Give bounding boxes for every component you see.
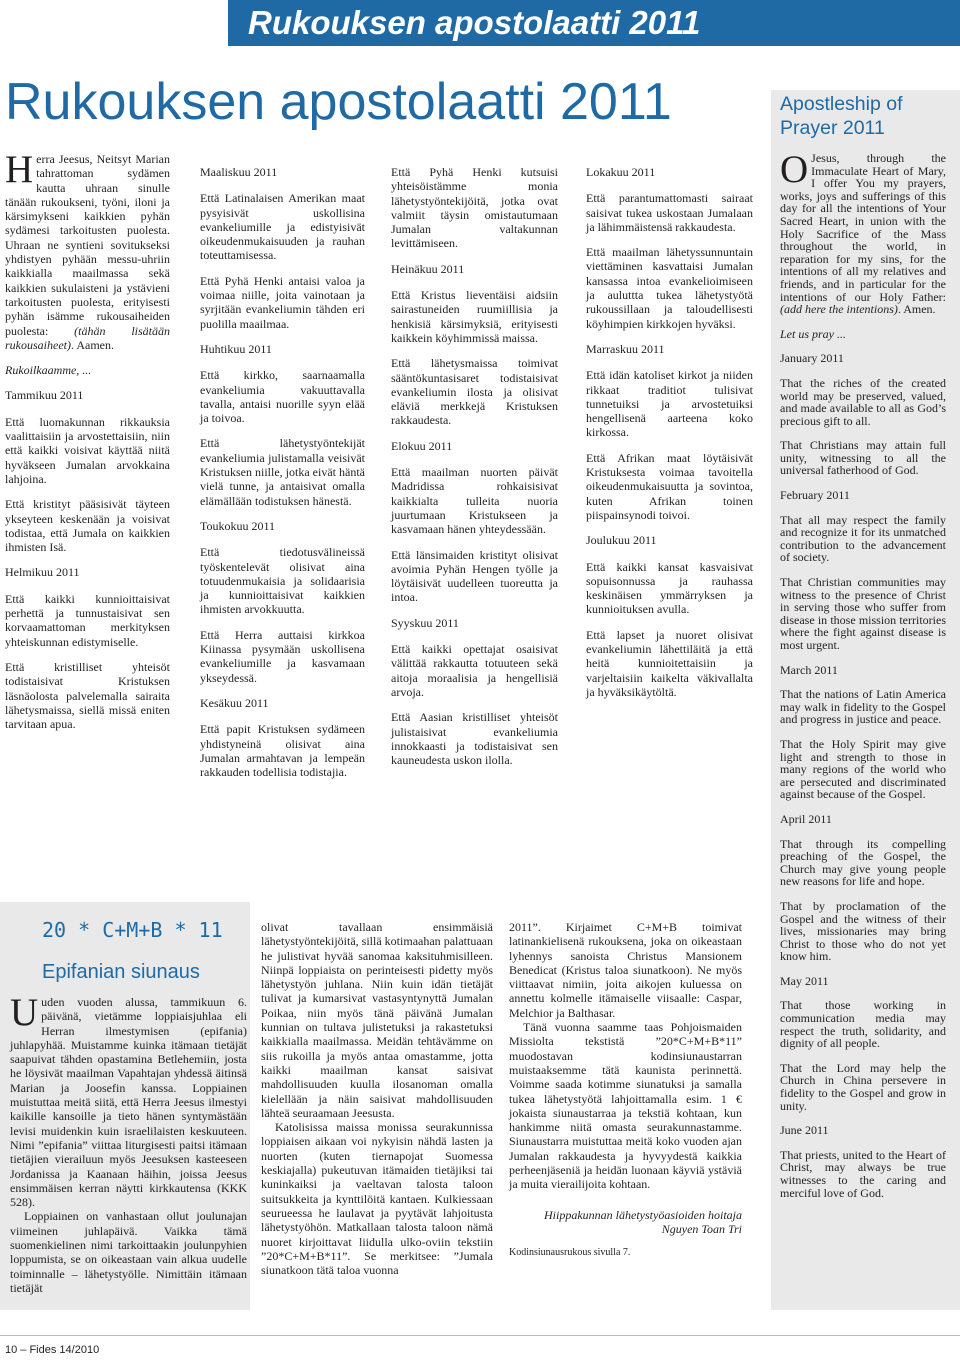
dropcap: U (10, 991, 39, 1034)
month-heading: April 2011 (780, 811, 832, 826)
banner-title: Rukouksen apostolaatti 2011 (248, 4, 701, 41)
intention: That all may respect the family and recognize it for its unmatched contribution to the advancement of society. (780, 512, 946, 565)
intention: That the Lord may help the Church in China persevere in fidelity to the Gospel and grow in unity. (780, 1060, 946, 1113)
intention: Että parantumattomasti sairaat saisivat tukea uskostaan Jumalaan ja lähimmäistensä rakkaudesta. (586, 191, 753, 234)
page-title: Rukouksen apostolaatti 2011 (5, 73, 672, 131)
intention: That the nations of Latin America may walk in fidelity to the Gospel and progress in justice and peace. (780, 687, 946, 727)
intention: Että kaikki kansat kasvaisivat sopuisonnussa ja rauhassa keskinäisen ymmärryksen ja kunnioituksen avulla. (586, 559, 753, 617)
let-us-pray: Let us pray ... (780, 326, 846, 341)
article-paragraph: Loppiainen on vanhastaan ollut joulunajan viimeinen juhlapäivä. Vaikka tämä suomenkielinen nimi tarkoittaakin joulunpyhien loppumista, se on oikeastaan vain alkua uudelle toiminnalle – lähetystyölle. Nimittäin itämaan tietäjät (10, 1209, 247, 1295)
english-sidebar (780, 148, 946, 1310)
month-heading: Tammikuu 2011 (5, 388, 84, 403)
column-4 (586, 165, 753, 710)
intention: Että lähetystyöntekijät evankeliumia julistamalla veisivät Kristuksen niille, jotka eivät häntä vielä tunne, ja antaisivat omalla elämällään todistuksen hänestä. (200, 436, 365, 508)
intention: That by proclamation of the Gospel and the witness of their lives, missionaries may bring Christ to those who do not yet know him. (780, 898, 946, 964)
top-banner (228, 0, 960, 46)
finnish-morning-offering: Herra Jeesus, Neitsyt Marian tahrattoman sydämen kautta uhraan sinulle tänään rukoukseni, työni, iloni ja kärsimykseni kaikkien pyhän sydämesi tarkoitusten puolesta. Uhraan ne syntieni sovitukseksi yhdistyen pyhään messu-uhriin kaikkialla maailmassa sekä kaikkien sukulaisteni ja ystävieni tarkoitusten puolesta, erityisesti pyhän isämme rukousaiheiden puolesta: (tähän lisätään rukousaiheet). Aamen. (5, 148, 170, 352)
month-heading: Toukokuu 2011 (200, 518, 276, 533)
month-heading: February 2011 (780, 488, 850, 503)
intention: That Christians may attain full unity, witnessing to all the universal fatherhood of God. (780, 438, 946, 478)
month-heading: May 2011 (780, 973, 829, 988)
month-heading: Elokuu 2011 (391, 438, 453, 453)
intention: Että maailman lähetyssunnuntain viettäminen kasvattaisi Jumalan kansassa intoa evankelioimiseen ja auluttta tukea lähetystyötä rukoussillaan ja taloudellisesti köyhimpien kirkkojen hyväksi. (586, 245, 753, 331)
epiphany-column-2 (261, 920, 493, 1277)
epiphany-code-heading: 20 * C+M+B * 11 (42, 918, 223, 942)
intention: Että Aasian kristilliset yhteisöt julistaisivat evankeliumia innokkaasti ja todistaisivat sen kauneudesta uskon ilolla. (391, 710, 558, 768)
dropcap: O (780, 148, 809, 191)
intention: Että kaikki opettajat osaisivat välittää rakkautta totuuteen sekä aitoja moraalisia ja hengellisiä arvoja. (391, 642, 558, 699)
month-heading: Marraskuu 2011 (586, 341, 665, 356)
intention: Että Pyhä Henki kutsuisi yhteisöistämme monia lähetystyöntekijöitä, jotka ovat valmiit täysin omistautumaan Jumalan valtakunnan levittämiseen. (391, 165, 558, 251)
intention: Että Afrikan maat löytäisivät Kristuksesta voimaa tavoitella oikeudenmukaisuutta ja sovintoa, kuten Afrikan toinen piispainsynodi toivoi. (586, 450, 753, 522)
footer-divider (0, 1335, 960, 1336)
article-paragraph: 2011”. Kirjaimet C+M+B toimivat latinankielisenä rukouksena, joka on oikeastaan lyhennys sanoista Christus Mansionem Benedicat (Kristus taloa siunatkoon). Ne myös viittaavat nimiin, joita aikojen kuluessa on annettu kolmelle itämaiselle viisaalle: Caspar, Melchior ja Balthasar. (509, 920, 742, 1020)
intention: Että länsimaiden kristityt olisivat avoimia Pyhän Hengen työlle ja löytäisivät uudelleen tuoreutta ja intoa. (391, 547, 558, 605)
english-morning-offering: O Jesus, through the Immaculate Heart of Mary, I offer You my prayers, works, joys and sufferings of this day for all the intentions of Your Sacred Heart, in union with the Holy Sacrifice of the Mass throughout the world, in reparation for my sins, for the intentions of all my relatives and friends, and in particular for the intentions of our Holy Father: (add here the intentions). Amen. (780, 148, 946, 317)
month-heading: Huhtikuu 2011 (200, 341, 272, 356)
month-heading: Syyskuu 2011 (391, 615, 459, 630)
intention: Että luomakunnan rikkauksia vaalittaisiin ja arvostettaisiin, niin että kaikki voisivat käyttää niitä hyväkseen Jumalan arvokkaina lahjoina. (5, 414, 170, 486)
column-2 (200, 165, 365, 790)
article-paragraph: Katolisissa maissa monissa seurakunnissa loppiaisen aikaan voi nykyisin nähdä lasten ja nuorten (kuten tiernapojat Suomessa keskiajalla) pukeutuvan itämaiden tietäjiksi tai kuninkaiksi ja vaeltavan talosta taloon suitsukkeita ja kynttilöitä kantaen. Kulkiessaan seurueessa he laulavat ja pyytävät lahjoitusta lähetystyöhön. Matkallaan talosta taloon nämä nuoret kirjoittavat liidulla ulko-oviin tekstiin ”20*C+M+B*11”. Se merkitsee: ”Jumala siunatkoon tätä taloa vuonna (261, 1120, 493, 1278)
intention: Että Pyhä Henki antaisi valoa ja voimaa niille, joita vainotaan ja syrjitään evankeliumin tähden eri puolilla maailmaa. (200, 273, 365, 331)
month-heading: Kesäkuu 2011 (200, 695, 269, 710)
intention: Että tiedotusvälineissä työskentelevät olisivat aina totuudenmukaisia ja solidaarisia ja kunnioittaisivat kaikkien ihmisten arvokkuutta. (200, 545, 365, 617)
month-heading: June 2011 (780, 1123, 829, 1138)
dropcap: H (5, 148, 34, 191)
month-heading: March 2011 (780, 662, 838, 677)
intention: Että kaikki kunnioittaisivat perhettä ja tunnustaisivat sen korvaamattoman merkityksen yhteiskunnan edistymiselle. (5, 591, 170, 649)
note: Kodinsiunausrukous sivulla 7. (509, 1247, 631, 1259)
month-heading: Helmikuu 2011 (5, 565, 80, 580)
intention: Että maailman nuorten päivät Madridissa rohkaisisivat kaikkialta tulleita nuoria juurtumaan Kristukseen ja kasvamaan hänen yhteydessään. (391, 465, 558, 537)
signature: Hiippakunnan lähetystyöasioiden hoitaja Nguyen Toan Tri (544, 1207, 742, 1236)
intention: That through its compelling preaching of the Gospel, the Church may give young people new reasons for life and hope. (780, 836, 946, 889)
article-paragraph: olivat tavallaan ensimmäisiä lähetystyöntekijöitä, sillä kotimaahan palattuaan he julistivat hyvää sanomaa kaksituhmisilleen. Niinpä loppiaista on perinteisesti pidetty myös lähetystyön juhlana. Niin kuin idän tietäjät tulivat ja kumarsivat vastasyntynyttä Jumalan Poikaa, niin myös tänä päivänä Jumalan kunnian on tultava julistetuksi ja rakastetuksi kaikkialla maailmassa. Meidän tehtävämme on siis rukoilla ja myös antaa omastamme, jotta kaikki maailman kansat saisivat mahdollisuuden kuulla ilosanoman omalla kielellään ja näin saisivat mahdollisuuden lähteä seuraamaan Jeesusta. (261, 920, 493, 1120)
article-paragraph: Uuden vuoden alussa, tammikuun 6. päivänä, vietämme loppiaisjuhlaa eli Herran ilmestymisen (epifania) juhlapyhää. Muistamme kuinka itämaan tietäjät saapuivat tähden opastamina Betlehemiin, josta he löysivät maailman Vapahtajan yhdessä äitinsä Marian ja Joosefin kanssa. Loppiainen muistuttaa meitä siitä, että Herra Jeesus ilmestyi kaikille kansoille ja tieto hänen syntymästään levisi muidenkin kuin israelilaisten keskuuteen. Nimi ”epifania” viittaa liturgisesti paitsi itämaan tietäjien vierailuun myös Jeesuksen kasteeseen Jordanissa ja Kaanaan häihin, joissa Jeesus ensimmäisen kerran näytti kirkkautensa (KKK 528). (10, 991, 247, 1210)
intention: Että kristityt pääsisivät täyteen ykseyteen keskenään ja voisivat todistaa, että Jumala on kaikkien ihmisten Isä. (5, 497, 170, 555)
intention: That priests, united to the Heart of Christ, may always be true witnesses to the caring and merciful love of God. (780, 1147, 946, 1200)
intention: Että kirkko, saarnaamalla evankeliumia vakuuttavalla tavalla, antaisi nuorille syyn elää ja toivoa. (200, 368, 365, 426)
month-heading: Joulukuu 2011 (586, 533, 657, 548)
month-heading: Heinäkuu 2011 (391, 261, 465, 276)
month-heading: Maaliskuu 2011 (200, 165, 278, 179)
intention: Että lähetysmaissa toimivat sääntökuntasisaret todistaisivat evankeliumin ilosta ja olisivat eläviä merkkejä Kristuksen rakkaudesta. (391, 356, 558, 428)
intention: Että idän katoliset kirkot ja niiden rikkaat traditiot tulisivat tunnetuiksi ja arvostetuiksi hengellisenä aarteena koko kirkossa. (586, 368, 753, 440)
intention: Että Kristus lieventäisi aidsiin sairastuneiden ruumiillisia ja henkisiä kärsimyksiä, erityisesti kaikkein köyhimmissä maissa. (391, 288, 558, 345)
intention: That the Holy Spirit may give light and strength to those in many regions of the world who are persecuted and discriminated against because of the Gospel. (780, 736, 946, 802)
month-heading: January 2011 (780, 351, 844, 366)
epiphany-heading: Epifanian siunaus (42, 961, 200, 983)
intention: Että Latinalaisen Amerikan maat pysyisivät uskollisina evankeliumille ja edistyisivät oikeudenmukaisuuden ja rauhan toteuttamisessa. (200, 191, 365, 263)
column-3 (391, 165, 558, 778)
epiphany-column-3 (509, 920, 742, 1261)
intention: Että Herra auttaisi kirkkoa Kiinassa pysymään uskollisena evankeliumille ja kasvamaan ykseydessä. (200, 627, 365, 685)
article-paragraph: Tänä vuonna saamme taas Pohjoismaiden Missiolta tekstistä ”20*C+M+B*11” muodostavan kodinsiunaustarran muistaaksemme tätä kaunista perinnettä. Voimme saada kotimme siunatuksi ja samalla tukea lähetystyötä lahjoittamalla esim. 1 € jokaista siunaustarraa ja tekstiä kohtaan, kun hankimme niitä omasta seurakunnastamme. Siunaustarra muistuttaa meitä koko vuoden ajan Jumalan rakkaudesta ja hyvyydestä kaikkia perheenjäseniä ja heidän luonaan käyviä ystäviä ja muita vierailijoita kohtaan. (509, 1020, 742, 1192)
intention: Että papit Kristuksen sydämeen yhdistyneinä olisivat aina Jumalan armahtavan ja lempeän rakkauden todellisia todistajia. (200, 722, 365, 780)
month-heading: Lokakuu 2011 (586, 165, 656, 179)
column-1 (5, 148, 170, 742)
intention: That the riches of the created world may be preserved, valued, and made available to all as God’s precious gift to all. (780, 375, 946, 428)
sidebar-title: Apostleship of Prayer 2011 (771, 90, 960, 142)
epiphany-column-1 (10, 991, 247, 1295)
intention: That those working in communication media may respect the truth, solidarity, and dignity of all people. (780, 998, 946, 1051)
rukoilkaamme: Rukoilkaamme, ... (5, 363, 92, 378)
intention: That Christian communities may witness to the presence of Christ in serving those who suffer from disease in those mission territories where the fight against disease is most urgent. (780, 575, 946, 652)
intention: Että lapset ja nuoret olisivat evankeliumin lähettiläitä ja että heitä kunnioitettaisiin ja varjeltaisiin kaikelta väkivallalta ja hyväksikäytöltä. (586, 627, 753, 699)
intention: Että kristilliset yhteisöt todistaisivat Kristuksen läsnäolosta palvelemalla sairaita lähetysmaissa, siellä missä eniten tarvitaan apua. (5, 659, 170, 732)
page-footer: 10 – Fides 14/2010 (5, 1344, 100, 1356)
